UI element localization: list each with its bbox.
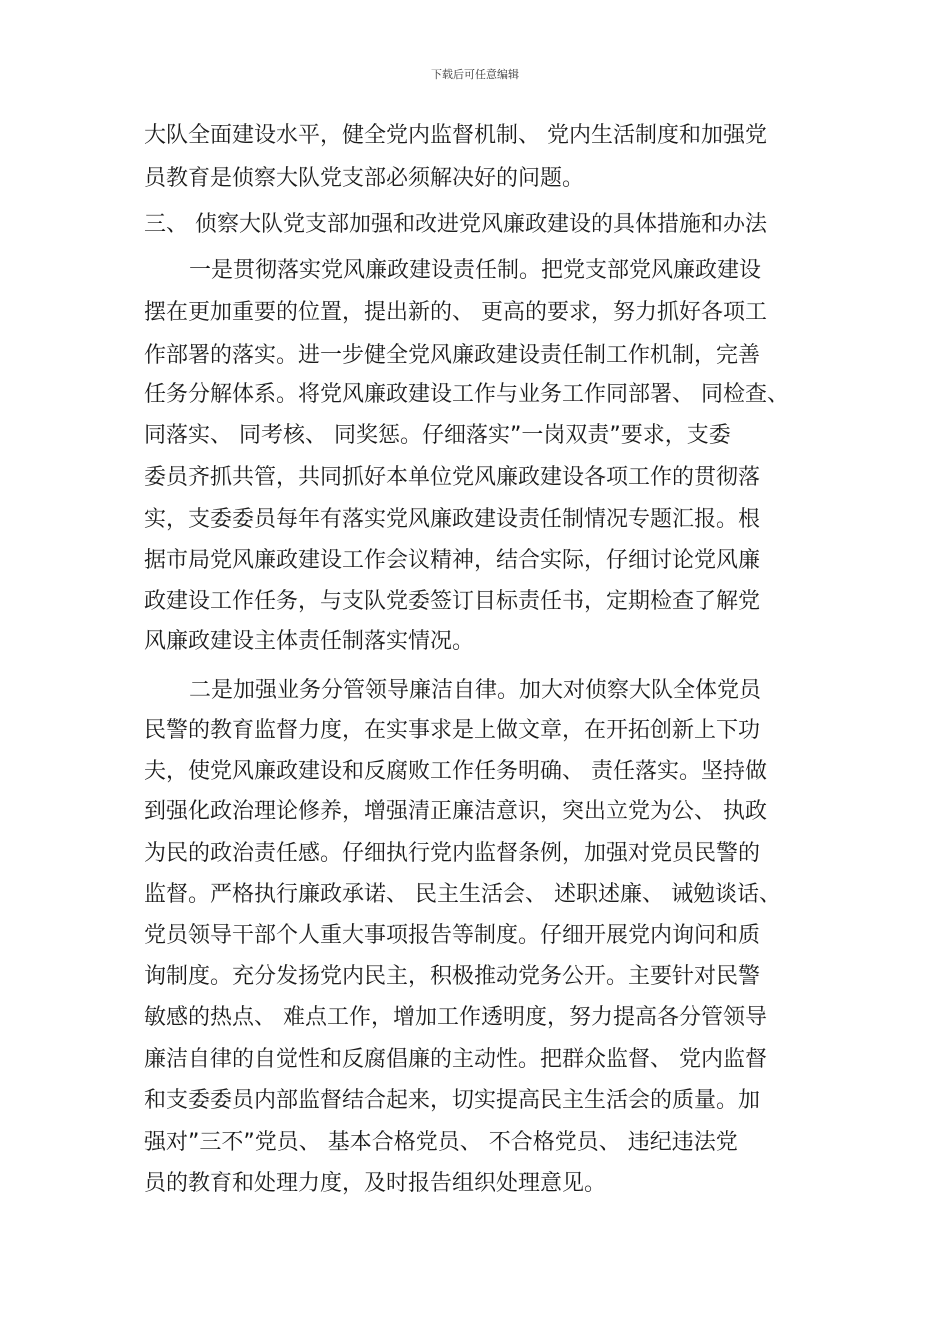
text-line: 政建设工作任务，与支队党委签订目标责任书，定期检查了解党 xyxy=(144,589,761,614)
text-line: 到强化政治理论修养，增强清正廉洁意识，突出立党为公、 执政 xyxy=(144,799,767,824)
text-line: 委员齐抓共管，共同抓好本单位党风廉政建设各项工作的贯彻落 xyxy=(144,465,761,490)
text-line: 夫，使党风廉政建设和反腐败工作任务明确、 责任落实。坚持做 xyxy=(144,759,767,784)
text-line: 民警的教育监督力度，在实事求是上做文章，在开拓创新上下功 xyxy=(144,718,761,743)
text-line: 为民的政治责任感。仔细执行党内监督条例，加强对党员民警的 xyxy=(144,841,761,866)
text-line: 监督。严格执行廉政承诺、 民主生活会、 述职述廉、 诫勉谈话、 xyxy=(144,882,781,907)
text-line: 作部署的落实。进一步健全党风廉政建设责任制工作机制，完善 xyxy=(144,343,761,368)
paragraph-start: 二是加强业务分管领导廉洁自律。加大对侦察大队全体党员 xyxy=(189,678,762,703)
text-line: 风廉政建设主体责任制落实情况。 xyxy=(144,629,475,654)
text-line: 员教育是侦察大队党支部必须解决好的问题。 xyxy=(144,166,585,191)
text-line: 据市局党风廉政建设工作会议精神，结合实际，仔细讨论党风廉 xyxy=(144,548,761,573)
text-line: 敏感的热点、 难点工作，增加工作透明度，努力提高各分管领导 xyxy=(144,1005,767,1030)
text-line: 实，支委委员每年有落实党风廉政建设责任制情况专题汇报。根 xyxy=(144,507,761,532)
text-line: 员的教育和处理力度，及时报告组织处理意见。 xyxy=(144,1171,607,1196)
text-line: 摆在更加重要的位置，提出新的、 更高的要求，努力抓好各项工 xyxy=(144,300,767,325)
text-line: 强对”三不”党员、 基本合格党员、 不合格党员、 违纪违法党 xyxy=(144,1130,738,1155)
text-line: 和支委委员内部监督结合起来，切实提高民主生活会的质量。加 xyxy=(144,1088,761,1113)
text-line: 大队全面建设水平，健全党内监督机制、 党内生活制度和加强党 xyxy=(144,123,767,148)
download-note: 下载后可任意编辑 xyxy=(431,68,519,81)
text-line: 党员领导干部个人重大事项报告等制度。仔细开展党内询问和质 xyxy=(144,923,761,948)
text-line: 询制度。充分发扬党内民主，积极推动党务公开。主要针对民警 xyxy=(144,964,761,989)
paragraph-start: 一是贯彻落实党风廉政建设责任制。把党支部党风廉政建设 xyxy=(189,258,762,283)
text-line: 同落实、 同考核、 同奖惩。仔细落实”一岗双责”要求，支委 xyxy=(144,423,731,448)
section-heading: 三、 侦察大队党支部加强和改进党风廉政建设的具体措施和办法 xyxy=(144,212,767,237)
text-line: 任务分解体系。将党风廉政建设工作与业务工作同部署、 同检查、 xyxy=(144,382,789,407)
text-line: 廉洁自律的自觉性和反腐倡廉的主动性。把群众监督、 党内监督 xyxy=(144,1047,767,1072)
